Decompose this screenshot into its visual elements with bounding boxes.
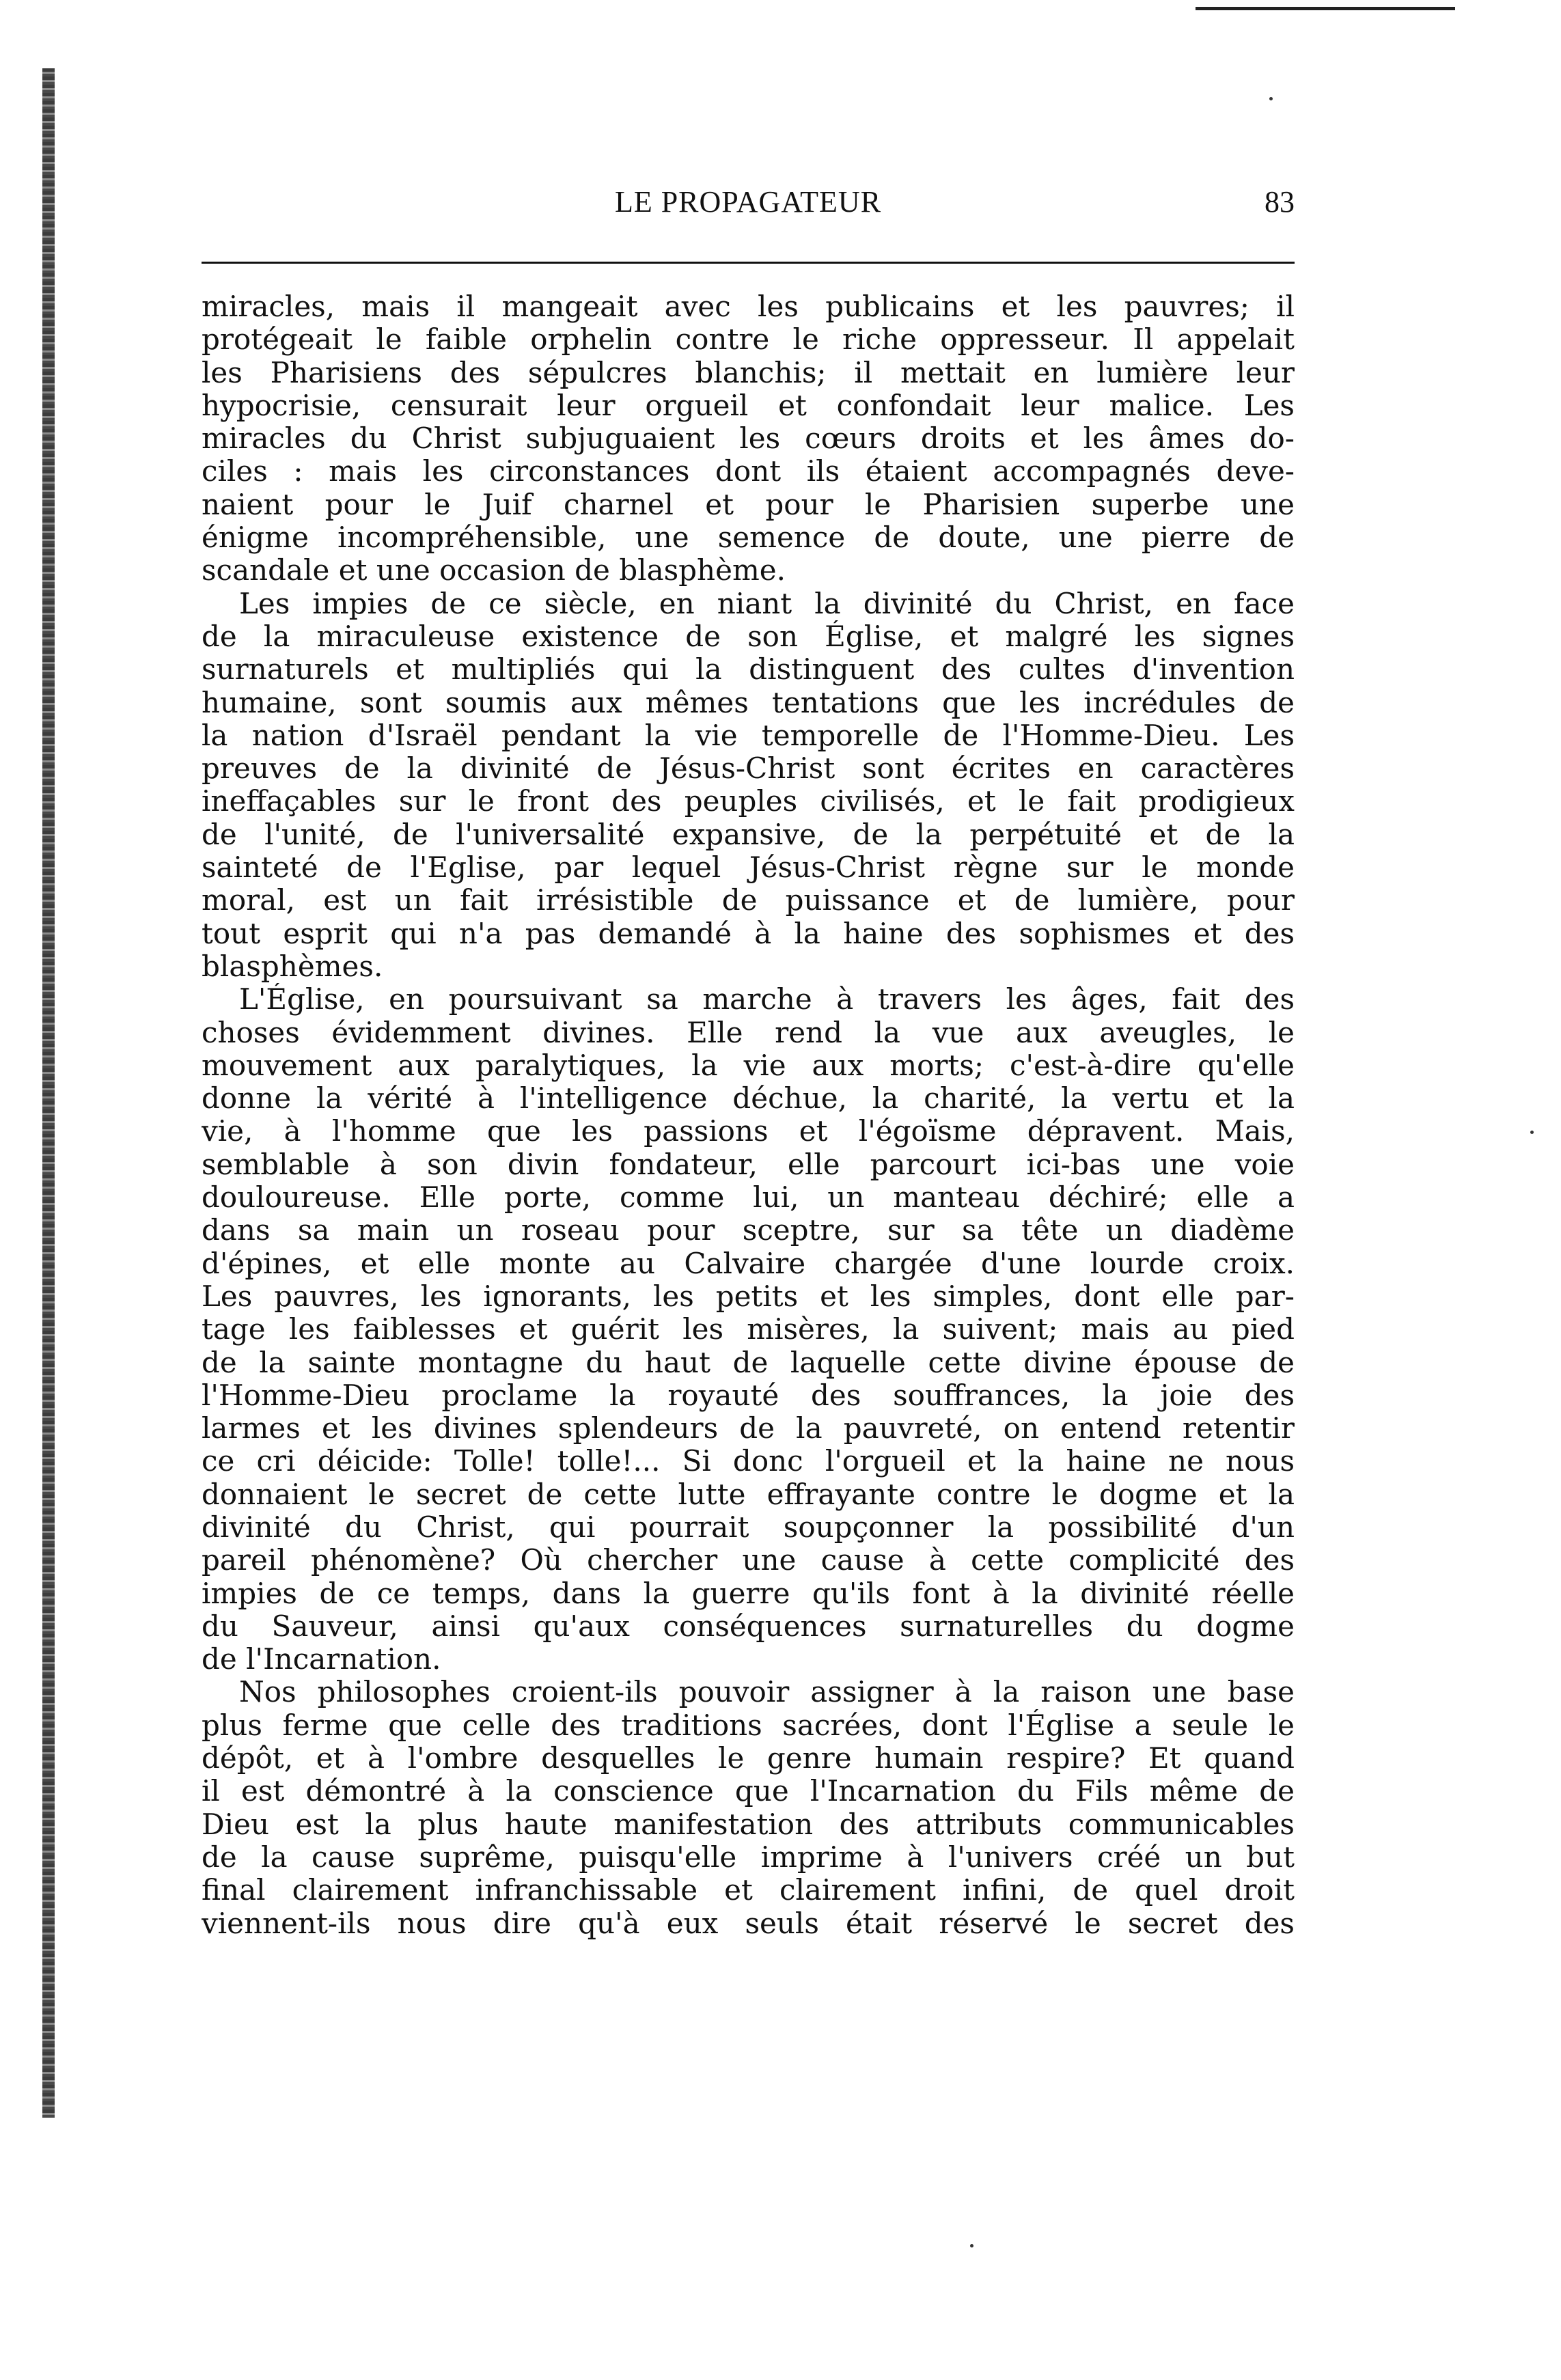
text-line: dans sa main un roseau pour sceptre, sur sa tête un diadème xyxy=(202,1214,1295,1247)
text-line: pareil phénomène? Où chercher une cause à cette complicité des xyxy=(202,1544,1295,1577)
text-line: miracles du Christ subjuguaient les cœurs droits et les âmes do- xyxy=(202,422,1295,456)
text-line: divinité du Christ, qui pourrait soupçonner la possibilité d'un xyxy=(202,1510,1295,1544)
text-line: Nos philosophes croient-ils pouvoir assigner à la raison une base xyxy=(239,1676,1295,1709)
text-line: ciles : mais les circonstances dont ils étaient accompagnés deve- xyxy=(202,455,1295,488)
text-line: viennent-ils nous dire qu'à eux seuls était réservé le secret des xyxy=(202,1907,1295,1940)
text-line: d'épines, et elle monte au Calvaire chargée d'une lourde croix. xyxy=(202,1247,1295,1280)
text-line: l'Homme-Dieu proclame la royauté des souffrances, la joie des xyxy=(202,1379,1295,1412)
text-line: scandale et une occasion de blasphème. xyxy=(202,554,786,587)
text-line: sainteté de l'Eglise, par lequel Jésus-Christ règne sur le monde xyxy=(202,851,1295,885)
print-speck xyxy=(1269,97,1273,100)
text-line: hypocrisie, censurait leur orgueil et confondait leur malice. Les xyxy=(202,389,1295,422)
text-line: énigme incompréhensible, une semence de doute, une pierre de xyxy=(202,521,1295,555)
text-line: impies de ce temps, dans la guerre qu'ils font à la divinité réelle xyxy=(202,1577,1295,1610)
text-line: humaine, sont soumis aux mêmes tentations que les incrédules de xyxy=(202,686,1295,719)
text-line: tout esprit qui n'a pas demandé à la haine des sophismes et des xyxy=(202,917,1295,950)
text-line: choses évidemment divines. Elle rend la vue aux aveugles, le xyxy=(202,1016,1295,1049)
text-line: de la cause suprême, puisqu'elle imprime à l'univers créé un but xyxy=(202,1840,1295,1874)
print-speck xyxy=(970,2244,973,2247)
text-line: Les pauvres, les ignorants, les petits et les simples, dont elle par- xyxy=(202,1279,1295,1313)
text-line: mouvement aux paralytiques, la vie aux morts; c'est-à-dire qu'elle xyxy=(202,1049,1295,1082)
text-line: larmes et les divines splendeurs de la pauvreté, on entend retentir xyxy=(202,1412,1295,1445)
text-line: il est démontré à la conscience que l'Incarnation du Fils même de xyxy=(202,1775,1295,1808)
text-line: de la miraculeuse existence de son Église, et malgré les signes xyxy=(202,620,1295,653)
text-line: ineffaçables sur le front des peuples civilisés, et le fait prodigieux xyxy=(202,785,1295,818)
text-line: les Pharisiens des sépulcres blanchis; il mettait en lumière leur xyxy=(202,356,1295,389)
running-head xyxy=(202,184,1295,225)
text-line: la nation d'Israël pendant la vie temporelle de l'Homme-Dieu. Les xyxy=(202,719,1295,752)
page-edge-mark xyxy=(1196,7,1455,10)
text-line: ce cri déicide: Tolle! tolle!... Si donc l'orgueil et la haine ne nous xyxy=(202,1445,1295,1478)
text-line: dépôt, et à l'ombre desquelles le genre humain respire? Et quand xyxy=(202,1742,1295,1775)
body-text xyxy=(202,290,1295,1940)
text-line: blasphèmes. xyxy=(202,950,383,983)
text-line: de l'unité, de l'universalité expansive, de la perpétuité et de la xyxy=(202,818,1295,851)
text-line: final clairement infranchissable et clairement infini, de quel droit xyxy=(202,1874,1295,1907)
text-line: protégeait le faible orphelin contre le riche oppresseur. Il appelait xyxy=(202,323,1295,357)
text-line: plus ferme que celle des traditions sacrées, dont l'Église a seule le xyxy=(202,1708,1295,1742)
header-rule xyxy=(202,262,1295,264)
text-line: donnaient le secret de cette lutte effrayante contre le dogme et la xyxy=(202,1478,1295,1511)
text-line: semblable à son divin fondateur, elle parcourt ici-bas une voie xyxy=(202,1148,1295,1181)
text-line: donne la vérité à l'intelligence déchue, la charité, la vertu et la xyxy=(202,1082,1295,1116)
text-line: de l'Incarnation. xyxy=(202,1643,441,1676)
text-line: preuves de la divinité de Jésus-Christ sont écrites en caractères xyxy=(202,752,1295,786)
text-line: moral, est un fait irrésistible de puissance et de lumière, pour xyxy=(202,884,1295,917)
text-line: Dieu est la plus haute manifestation des attributs communicables xyxy=(202,1808,1295,1841)
page-binding-edge xyxy=(42,68,55,2118)
text-line: de la sainte montagne du haut de laquelle cette divine épouse de xyxy=(202,1346,1295,1379)
text-line: naient pour le Juif charnel et pour le Pharisien superbe une xyxy=(202,488,1295,521)
running-title: LE PROPAGATEUR xyxy=(614,185,882,219)
text-line: miracles, mais il mangeait avec les publicains et les pauvres; il xyxy=(202,290,1295,323)
text-line: douloureuse. Elle porte, comme lui, un manteau déchiré; elle a xyxy=(202,1181,1295,1215)
text-line: L'Église, en poursuivant sa marche à travers les âges, fait des xyxy=(239,983,1295,1016)
text-line: tage les faiblesses et guérit les misères, la suivent; mais au pied xyxy=(202,1313,1295,1346)
text-line: vie, à l'homme que les passions et l'égoïsme dépravent. Mais, xyxy=(202,1115,1295,1148)
print-speck xyxy=(1530,1131,1534,1134)
text-line: du Sauveur, ainsi qu'aux conséquences surnaturelles du dogme xyxy=(202,1609,1295,1643)
text-line: surnaturels et multipliés qui la distinguent des cultes d'invention xyxy=(202,653,1295,687)
page-number: 83 xyxy=(1265,185,1295,219)
text-line: Les impies de ce siècle, en niant la divinité du Christ, en face xyxy=(239,587,1295,620)
